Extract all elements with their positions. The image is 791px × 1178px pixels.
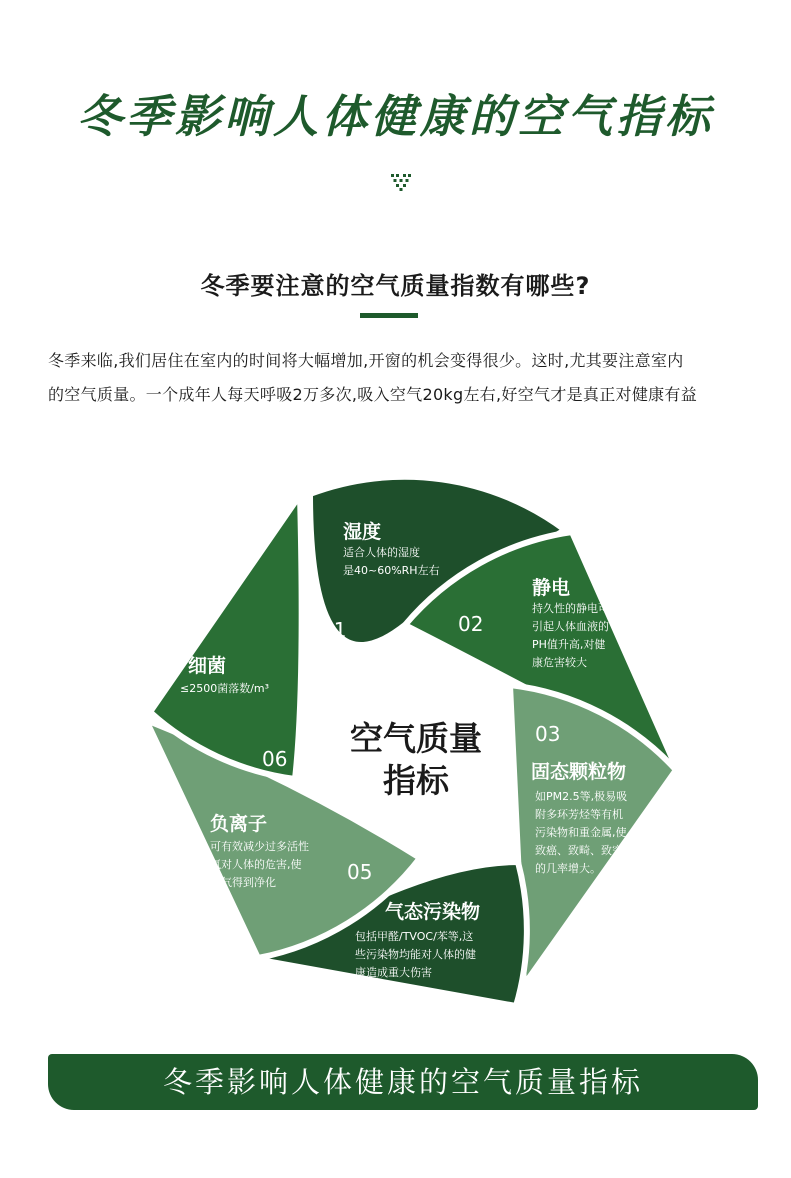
segment-02-number: 02 (458, 612, 484, 636)
segment-02-title: 静电 (532, 577, 571, 599)
segment-01-number: 01 (321, 618, 347, 642)
segment-03-desc (535, 788, 634, 878)
main-title: 冬季影响人体健康的空气指标 (76, 90, 714, 143)
segment-05-text (210, 812, 309, 892)
segment-01-desc (343, 544, 440, 580)
segment-05-desc-line: 可有效减少过多活性 (210, 840, 309, 853)
segment-02-desc-line: 引起人体血液的 (532, 620, 609, 633)
segment-06-number: 06 (262, 747, 288, 771)
segment-06-desc-line: ≤2500菌落数/m³ (180, 682, 270, 695)
segment-03-number: 03 (535, 722, 561, 746)
footer-banner-text: 冬季影响人体健康的空气质量指标 (162, 1065, 643, 1099)
segment-04-title: 气态污染物 (385, 901, 481, 923)
segment-02-desc-line: 康危害较大 (532, 656, 587, 669)
segment-03-title: 固态颗粒物 (531, 761, 627, 783)
center-label-line-1: 空气质量 (350, 719, 482, 758)
segment-04-desc-line: 包括甲醛/TVOC/苯等,这 (355, 930, 474, 943)
segment-02-desc-line: 持久性的静电可 (532, 602, 609, 615)
center-label-line-2: 指标 (383, 761, 449, 800)
segment-04-desc-line: 康造成重大伤害 (355, 966, 432, 979)
segment-06-title: 细菌 (188, 655, 227, 677)
segment-03-desc-line: 如PM2.5等,极易吸 (535, 790, 628, 803)
segment-04-text (355, 900, 480, 982)
intro-line-2: 的空气质量。一个成年人每天呼吸2万多次,吸入空气20kg左右,好空气才是真正对健康有益 (48, 385, 698, 404)
segment-03-desc-line: 污染物和重金属,使 (535, 826, 627, 839)
segment-04-desc (355, 928, 480, 982)
segment-02-desc (532, 600, 609, 672)
title-underline (360, 313, 418, 318)
diagram-center-label (326, 718, 506, 802)
section-title: 冬季要注意的空气质量指数有哪些? (200, 272, 591, 300)
intro-line-1: 冬季来临,我们居住在室内的时间将大幅增加,开窗的机会变得很少。这时,尤其要注意室内 (48, 351, 684, 370)
segment-03-desc-line: 致癌、致畸、致突变 (535, 844, 634, 857)
segment-05-desc-line: 氧对人体的危害,使 (210, 858, 302, 871)
segment-04-desc-line: 些污染物均能对人体的健 (355, 948, 476, 961)
segment-05-number: 05 (347, 860, 373, 884)
segment-05-desc-line: 空气得到净化 (210, 876, 276, 889)
chevron-down-icon (390, 172, 412, 192)
segment-02-desc-line: PH值升高,对健 (532, 638, 606, 651)
segment-03-desc-line: 的几率增大。 (535, 862, 601, 875)
segment-01-desc-line: 适合人体的湿度 (343, 546, 420, 559)
segment-01-text (343, 520, 440, 580)
segment-03-desc-line: 附多环芳烃等有机 (535, 808, 623, 821)
segment-06-text (180, 654, 269, 698)
intro-paragraph (48, 344, 758, 412)
segment-05-title: 负离子 (210, 813, 268, 835)
segment-04-number: 04 (477, 845, 503, 869)
segment-05-desc (210, 838, 309, 892)
segment-01-desc-line: 是40~60%RH左右 (343, 564, 440, 577)
segment-06-desc (180, 680, 269, 698)
segment-03-text (531, 760, 634, 878)
segment-01-title: 湿度 (343, 521, 382, 543)
segment-02-text (532, 576, 609, 672)
